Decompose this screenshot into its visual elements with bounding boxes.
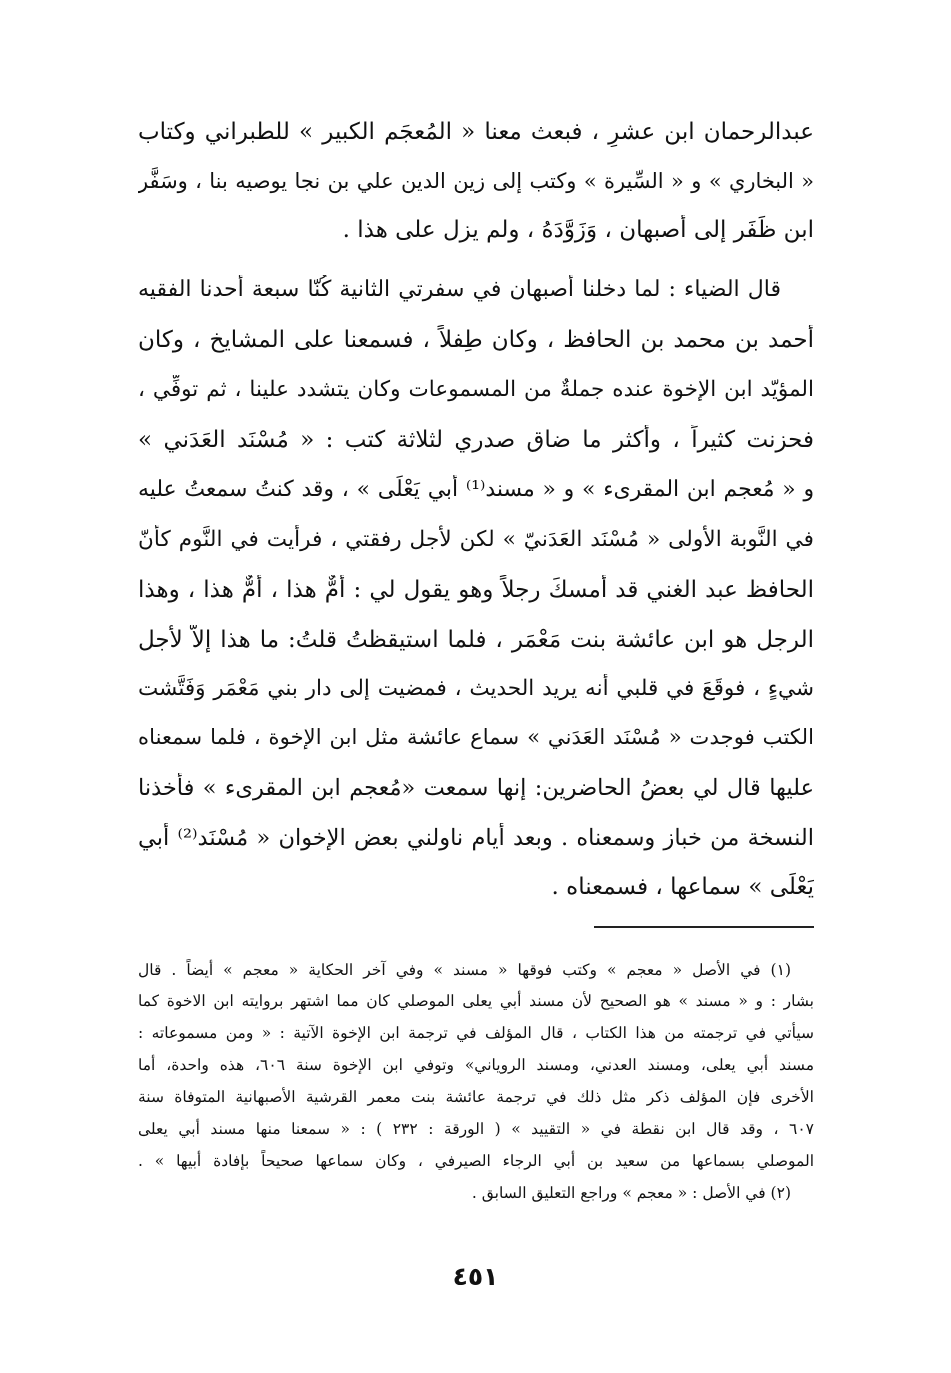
- main-text-line: و « مُعجم ابن المقرىء » و « مسند⁽¹⁾ أبي يَعْلَى » ، وقد كنتُ سمعتُ عليه: [138, 477, 814, 502]
- main-text-line: ابن ظَفَر إلى أصبهان ، وَزَوَّدَهُ ، ولم يزل على هذا .: [342, 217, 814, 243]
- main-text-line: « البخاري » و « السِّيرة » وكتب إلى زين الدين علي بن نجا يوصيه بنا ، وسَفَّر: [138, 169, 814, 193]
- main-text-line: المؤيّد ابن الإخوة عنده جملةٌ من المسموعات وكان يتشدد علينا ، ثم توفِّي ،: [138, 377, 814, 402]
- footnote-line: مسند أبي يعلى، ومسند العدني، ومسند الروياني» وتوفي ابن الإخوة سنة ٦٠٦، هذه واحدة، أما: [138, 1056, 814, 1074]
- main-text-line: الرجل هو ابن عائشة بنت مَعْمَر ، فلما استيقظتُ قلتُ: ما هذا إلاّ لأجل: [138, 627, 814, 653]
- footnote-line: الأخرى فإن المؤلف ذكر مثل ذلك في ترجمة عائشة بنت معمر القرشية الأصبهانية المتوفاة سنة: [138, 1088, 814, 1106]
- main-text-line: عليها قال لي بعضُ الحاضرين: إنها سمعت «مُعجم ابن المقرىء » فأخذنا: [138, 775, 814, 801]
- footnote-line: ٦٠٧ ، وقد قال ابن نقطة في « التقييد » ( الورقة : ٢٣٢ ) : « سمعنا منها مسند أبي يعلى: [138, 1120, 814, 1138]
- main-text-line: عبدالرحمان ابن عشرٍ ، فبعث معنا « المُعجَم الكبير » للطبراني وكتاب: [138, 119, 814, 145]
- footnote-line: (١) في الأصل « معجم » وكتب فوقها « مسند » وفي آخر الحكاية « معجم » أيضاً . قال: [138, 961, 791, 979]
- footnote-line: (٢) في الأصل : « معجم » وراجع التعليق السابق .: [471, 1184, 791, 1202]
- main-text-line: الحافظ عبد الغني قد أمسكَ رجلاً وهو يقول لي : أُمٌّ هذا ، أُمٌّ هذا ، وهذا: [138, 577, 814, 603]
- main-text-line: الكتب فوجدت « مُسْنَد العَدَني » سماع عائشة مثل ابن الإخوة ، فلما سمعناه: [138, 725, 814, 750]
- main-text-line: فحزنت كثيراً ، وأكثر ما ضاق صدري لثلاثة كتب : « مُسْنَد العَدَني »: [138, 427, 814, 453]
- main-text-line: شيءٍ ، فوقَعَ في قلبي أنه يريد الحديث ، فمضيت إلى دار بني مَعْمَر وَفَتَّشت: [138, 676, 814, 701]
- main-text-line: النسخة من خباز وسمعناه . وبعد أيام ناولني بعض الإخوان « مُسْنَد⁽²⁾ أبي: [138, 825, 814, 851]
- footnote-line: بشار : و « مسند » هو الصحيح لأن مسند أبي يعلى الموصلي كان مما اشتهر بروايته ابن الاخوة كما: [138, 992, 814, 1010]
- page-number: ٤٥١: [452, 1262, 499, 1291]
- main-text-line: في النَّوبة الأُولى « مُسْنَد العَدَنيّ » لكن لأجل رفقتي ، فرأيت في النَّوم كأنّ: [138, 527, 814, 552]
- footnote-line: سيأتي في ترجمته من هذا الكتاب ، قال المؤلف في ترجمة ابن الإخوة الآتية : « ومن مسموعاته :: [138, 1024, 814, 1042]
- footnote-line: الموصلي بسماعها من سعيد بن أبي الرجاء الصيرفي ، وكان سماعها صحيحاً بإفادة أبيها » .: [138, 1152, 814, 1170]
- footnote-separator: [594, 926, 814, 928]
- main-text-line: يَعْلَى » سماعها ، فسمعناه .: [551, 874, 814, 900]
- main-text-line: قال الضياء : لما دخلنا أصبهان في سفرتي الثانية كُنّا سبعة أحدنا الفقيه: [138, 277, 781, 302]
- main-text-line: أحمد بن محمد بن الحافظ ، وكان طِفلاً ، فسمعنا على المشايخ ، وكان: [138, 327, 814, 353]
